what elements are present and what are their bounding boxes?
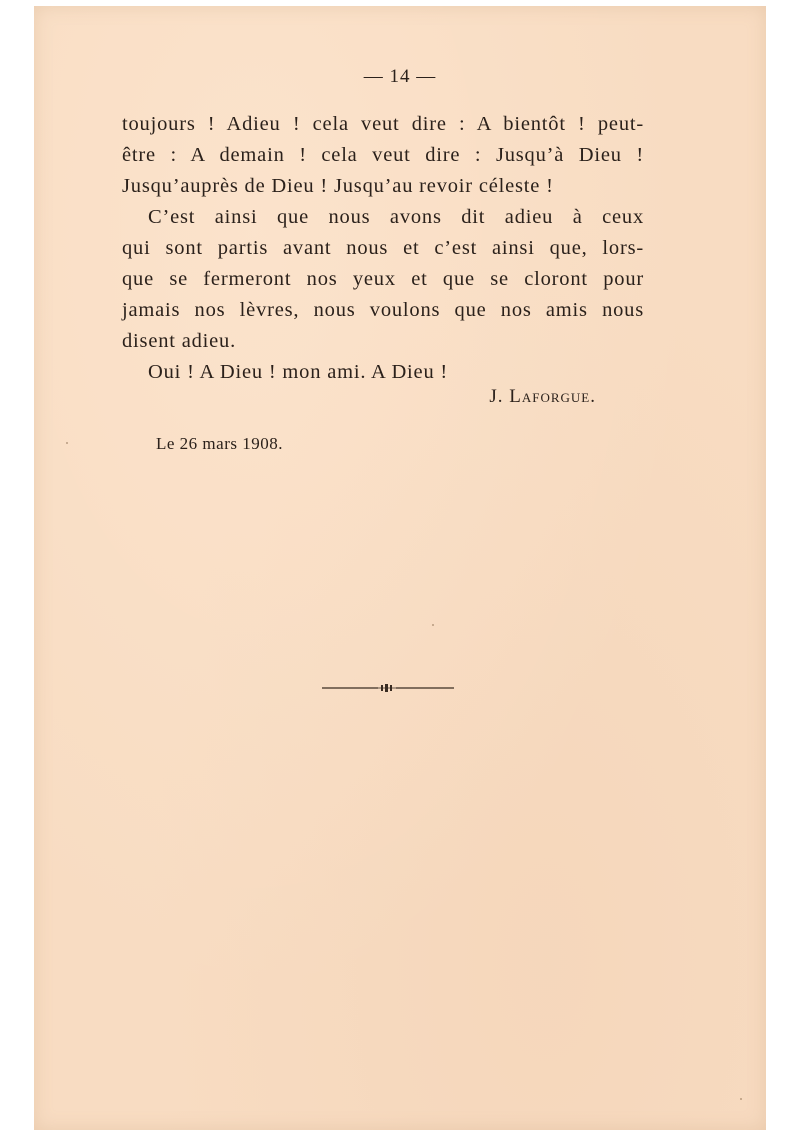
text-line: qui sont partis avant nous et c’est ainsi que, lors-: [122, 237, 644, 259]
paragraph-first-line: C’est ainsi que nous avons dit adieu à ceux: [148, 206, 644, 228]
text-line: toujours ! Adieu ! cela veut dire : A bientôt ! peut-: [122, 113, 644, 135]
paper-speck: [740, 1098, 742, 1100]
text-line: être : A demain ! cela veut dire : Jusqu’à Dieu !: [122, 144, 644, 166]
author-signature: [434, 386, 596, 408]
page-number: — 14 —: [363, 66, 437, 87]
text-line: disent adieu.: [122, 330, 237, 352]
text-line: que se fermeront nos yeux et que se cloront pour: [122, 268, 644, 290]
book-page: [34, 6, 766, 1130]
date-line: Le 26 mars 1908.: [156, 434, 283, 453]
signature-text: J. Laforgue.: [489, 386, 596, 407]
text-line: Jusqu’auprès de Dieu ! Jusqu’au revoir céleste !: [122, 175, 554, 197]
paper-speck: [66, 442, 68, 444]
text-line: jamais nos lèvres, nous voulons que nos amis nous: [122, 299, 644, 321]
paper-speck: [432, 624, 434, 626]
body-text: [122, 109, 644, 388]
ornament-divider: [322, 681, 454, 695]
paragraph-first-line: Oui ! A Dieu ! mon ami. A Dieu !: [148, 361, 449, 383]
